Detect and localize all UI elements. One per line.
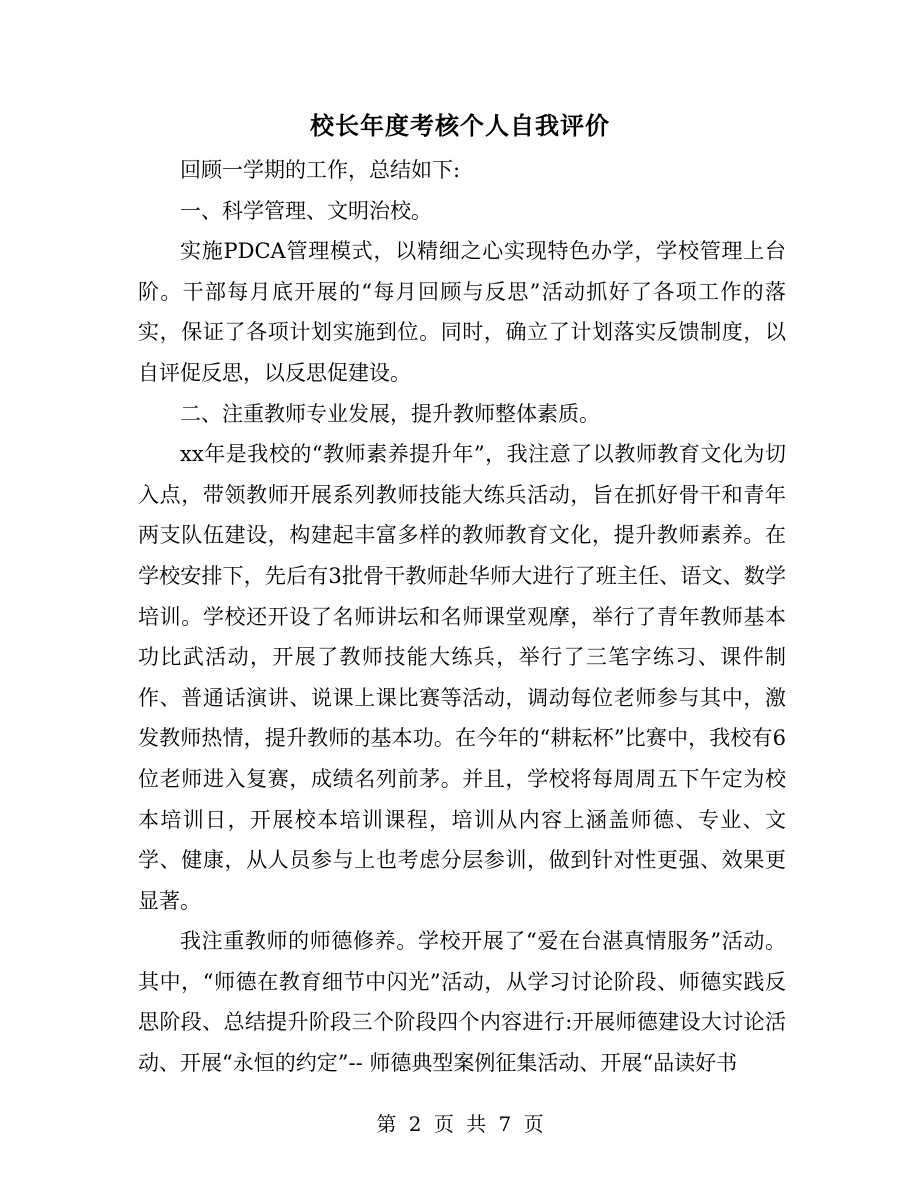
paragraph-section-2-heading: 二、注重教师专业发展，提升教师整体素质。 [180,401,600,426]
page-number-footer: 第 2 页 共 7 页 [376,1112,544,1136]
paragraph-section-1-heading: 一、科学管理、文明治校。 [180,198,432,223]
document-body [138,150,786,1084]
paragraph-teacher-ethics: 我注重教师的师德修养。学校开展了“爱在台湛真情服务”活动。其中，“师德在教育细节中闪光”活动，从学习讨论阶段、师德实践反思阶段、总结提升阶段三个阶段四个内容进行:开展师德建设大讨论活动、开展“永恒的约定”-- 师德典型案例征集活动、开展“品读好书 [138,929,786,1076]
paragraph-intro: 回顾一学期的工作，总结如下: [180,158,461,182]
paragraph-teacher-development: xx年是我校的“教师素养提升年”，我注意了以教师教育文化为切入点，带领教师开展系列教师技能大练兵活动，旨在抓好骨干和青年两支队伍建设，构建起丰富多样的教师教育文化，提升教师素养。在学校安排下，先后有3批骨干教师赴华师大进行了班主任、语文、数学培训。学校还开设了名师讲坛和名师课堂观摩，举行了青年教师基本功比武活动，开展了教师技能大练兵，举行了三笔字练习、课件制作、普通话演讲、说课上课比赛等活动，调动每位老师参与其中，激发教师热情，提升教师的基本功。在今年的“耕耘杯”比赛中，我校有6位老师进入复赛，成绩名列前茅。并且，学校将每周周五下午定为校本培训日，开展校本培训课程，培训从内容上涵盖师德、专业、文学、健康，从人员参与上也考虑分层参训，做到针对性更强、效果更显著。 [138,442,786,913]
paragraph-pdca: 实施PDCA管理模式，以精细之心实现特色办学，学校管理上台阶。干部每月底开展的“每月回顾与反思”活动抓好了各项工作的落实，保证了各项计划实施到位。同时，确立了计划落实反馈制度，以自评促反思，以反思促建设。 [138,239,786,385]
document-title: 校长年度考核个人自我评价 [310,111,610,140]
